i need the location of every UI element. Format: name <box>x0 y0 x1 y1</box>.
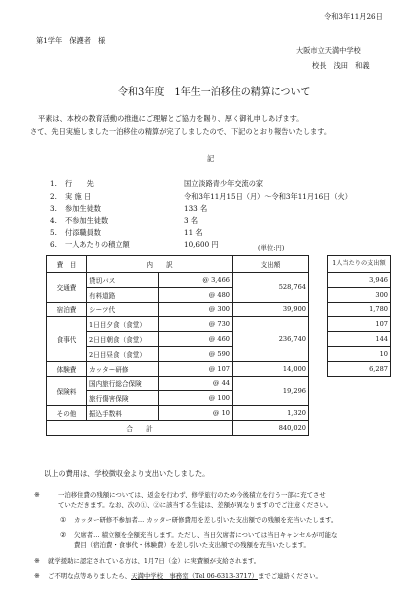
document-date: 令和3年11月26日 <box>324 12 383 21</box>
header-per-person: 1人当たりの支出額 <box>328 256 391 273</box>
item-label: 一人あたりの積立額 <box>65 240 130 249</box>
per-person-amount: 3,946 <box>328 273 391 288</box>
expense-table <box>46 255 309 436</box>
note-mark-3: ※ <box>34 571 41 580</box>
table-row <box>47 376 309 391</box>
header-detail: 内 訳 <box>87 256 233 273</box>
item-value: 11 名 <box>184 228 203 237</box>
intro-line-2: さて、先日実施しました一泊移住の精算が完了しましたので、下記のとおり報告いたします。 <box>30 127 332 136</box>
per-person-table <box>327 255 391 377</box>
expense-item: 貸切バス <box>87 273 159 288</box>
note-3-pre: ご不明な点等ありましたら、 <box>48 572 132 580</box>
unit-price: @ 44 <box>159 376 233 391</box>
after-table-text: 以上の費用は、学校徴収金より支出いたしました。 <box>44 469 210 478</box>
item-label: 参加生徒数 <box>65 204 101 213</box>
unit-price: @ 300 <box>159 302 233 317</box>
note-sub-2-line-2: 費目（宿泊費・食事代・体験費）を差し引いた支出額での残額を充当いたします。 <box>74 541 310 549</box>
expense-category: 宿泊費 <box>47 302 87 317</box>
expense-category: その他 <box>47 406 87 421</box>
per-person-amount: 144 <box>328 332 391 347</box>
expense-amount: 528,764 <box>233 273 309 303</box>
expense-item: 2日目朝食（食堂） <box>87 332 159 347</box>
note-3 <box>48 572 322 581</box>
table-row <box>47 406 309 421</box>
unit-price: @ 480 <box>159 287 233 302</box>
item-number: 6. <box>50 240 57 249</box>
per-person-amount: 300 <box>328 287 391 302</box>
expense-amount: 39,900 <box>233 302 309 317</box>
note-2: 就学援助に認定されている方は、1月7日（金）に実費額が支給されます。 <box>48 557 261 565</box>
note-mark-2: ※ <box>34 556 41 565</box>
note-sub-2-line-1: 欠席者… 積立額を全額充当します。ただし、当日欠席者については当日キャンセルが可能な <box>74 531 338 539</box>
unit-price: @ 3,466 <box>159 273 233 288</box>
expense-amount: 14,000 <box>233 361 309 376</box>
unit-price: @ 100 <box>159 391 233 406</box>
expense-item: 旅行傷害保険 <box>87 391 159 406</box>
expense-category: 体験費 <box>47 361 87 376</box>
expense-item: 国内旅行総合保険 <box>87 376 159 391</box>
expense-item: 振込手数料 <box>87 406 159 421</box>
circle-2: ② <box>60 530 67 539</box>
note-1-line-2: ていただきます。なお、次の①、②に該当する生徒は、差額が異なりますのでご注意ください。 <box>58 501 333 509</box>
per-person-row <box>328 317 391 332</box>
expense-category: 食事代 <box>47 317 87 361</box>
expense-category: 保険料 <box>47 376 87 406</box>
item-value: 令和3年11月15日（月）～令和3年11月16日（火） <box>184 192 352 201</box>
per-person-row <box>328 287 391 302</box>
item-number: 2. <box>50 192 57 201</box>
expense-item: 有料道路 <box>87 287 159 302</box>
unit-price: @ 730 <box>159 317 233 332</box>
note-sub-1: カッター研修不参加者… カッター研修費用を差し引いた支出額での残額を充当いたします。 <box>74 516 338 524</box>
ki-heading: 記 <box>207 154 215 163</box>
intro-line-1: 平素は、本校の教育活動の推進にご理解とご協力を賜り、厚く御礼申しあげます。 <box>38 114 304 123</box>
total-row <box>47 420 309 435</box>
item-number: 1. <box>50 179 57 188</box>
header-category: 費 目 <box>47 256 87 273</box>
per-person-amount: 107 <box>328 317 391 332</box>
unit-price: @ 107 <box>159 361 233 376</box>
per-person-amount: 1,780 <box>328 302 391 317</box>
item-number: 5. <box>50 228 57 237</box>
unit-price: @ 590 <box>159 346 233 361</box>
expense-item: カッター研修 <box>87 361 159 376</box>
expense-category: 交通費 <box>47 273 87 303</box>
office-contact: 天満中学校 事務室（Tel 06-6313-3717） <box>131 572 258 580</box>
per-person-row <box>328 346 391 361</box>
item-value: 133 名 <box>184 204 208 213</box>
circle-1: ① <box>60 515 67 524</box>
principal-name: 校長 浅田 和義 <box>312 61 370 70</box>
total-label: 合 計 <box>47 420 233 435</box>
item-label: 実 施 日 <box>65 192 92 201</box>
table-row <box>47 317 309 332</box>
recipient: 第1学年 保護者 様 <box>36 36 106 45</box>
unit-note: (単位:円) <box>258 244 285 252</box>
item-number: 4. <box>50 216 57 225</box>
expense-amount: 19,296 <box>233 376 309 406</box>
per-person-amount: 10 <box>328 346 391 361</box>
note-3-post: までご連絡ください。 <box>257 572 322 580</box>
per-person-total-row <box>328 361 391 376</box>
table-row <box>47 302 309 317</box>
table-row <box>47 361 309 376</box>
expense-amount: 1,320 <box>233 406 309 421</box>
table-row <box>47 273 309 288</box>
expense-item: シーツ代 <box>87 302 159 317</box>
school-name: 大阪市立天満中学校 <box>296 46 361 55</box>
expense-item: 2日目昼食（食堂） <box>87 346 159 361</box>
unit-price: @ 10 <box>159 406 233 421</box>
note-1-line-1: 一泊移住費の残額については、返金を行わず、修学旅行のため今後積立を行う一部に充てさせ <box>58 491 326 499</box>
item-value: 10,600 円 <box>184 240 219 249</box>
document-title: 令和3年度 1年生一泊移住の精算について <box>118 87 311 98</box>
item-label: 行 先 <box>65 179 94 188</box>
item-value: 国立淡路青少年交流の家 <box>184 179 264 188</box>
expense-item: 1日目夕食（食堂） <box>87 317 159 332</box>
unit-price: @ 460 <box>159 332 233 347</box>
per-person-total: 6,287 <box>328 361 391 376</box>
item-label: 付添職員数 <box>65 228 101 237</box>
item-value: 3 名 <box>184 216 199 225</box>
expense-amount: 236,740 <box>233 317 309 361</box>
note-mark-1: ※ <box>34 490 41 499</box>
total-amount: 840,020 <box>233 420 309 435</box>
item-number: 3. <box>50 204 57 213</box>
header-amount: 支出額 <box>233 256 309 273</box>
item-label: 不参加生徒数 <box>65 216 109 225</box>
